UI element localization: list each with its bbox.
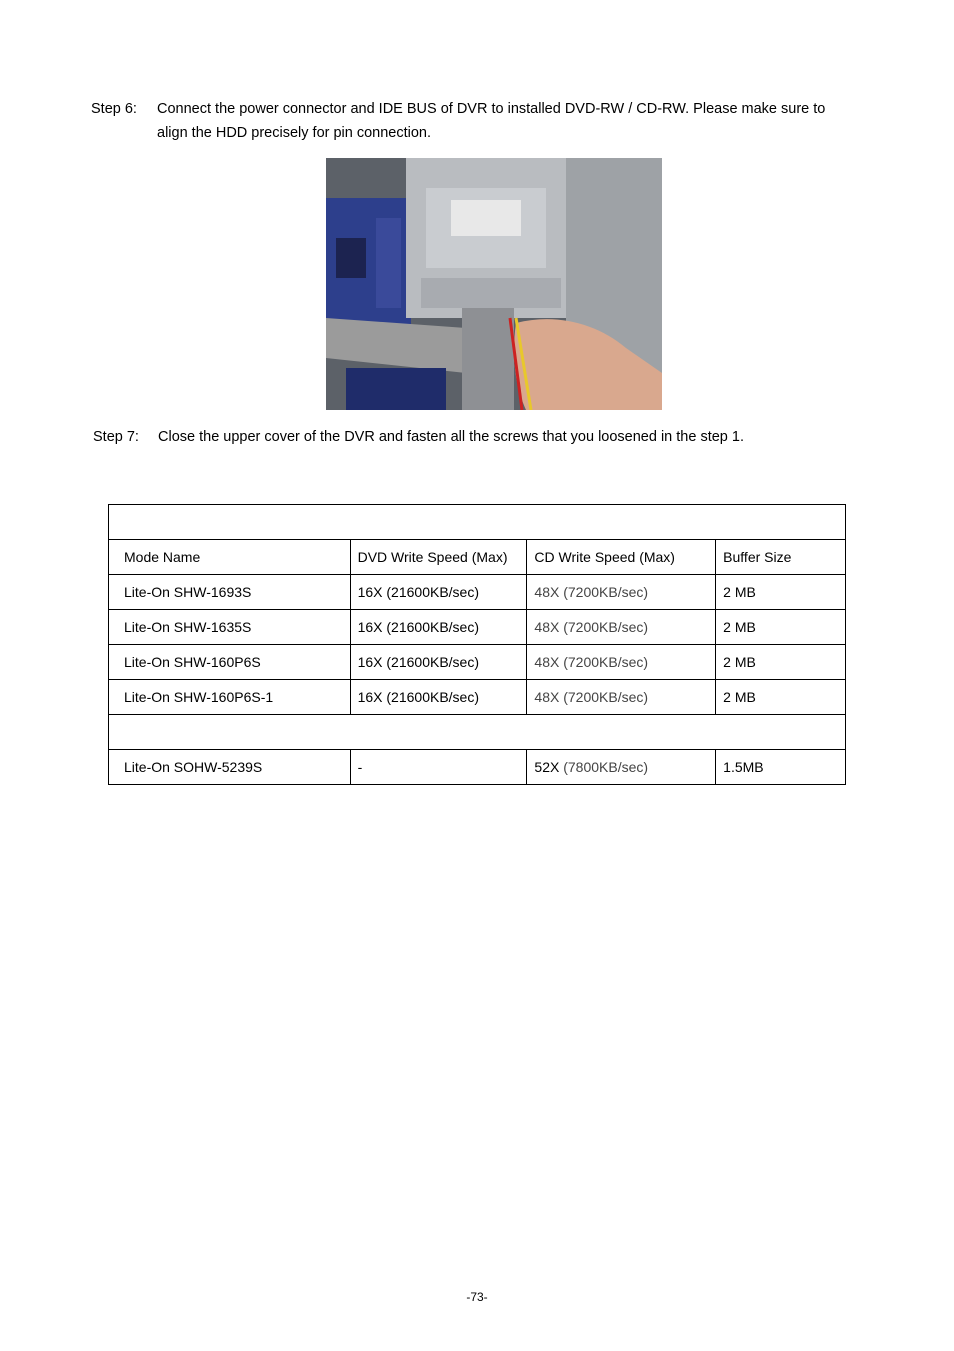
step-6-label: Step 6: xyxy=(91,101,137,117)
dvr-install-photo xyxy=(326,158,662,410)
step-7-paragraph xyxy=(93,427,744,447)
step-7-text: Close the upper cover of the DVR and fasten all the screws that you loosened in the step 1. xyxy=(158,429,744,445)
cd-speed-value: 52X xyxy=(534,759,560,775)
cd-speed-rate: (7800KB/sec) xyxy=(559,759,649,775)
table-subtitle-row xyxy=(109,715,846,750)
cell-cd-speed: 48X (7200KB/sec) xyxy=(527,575,716,610)
table-row xyxy=(109,610,846,645)
header-buffer-size: Buffer Size xyxy=(716,540,846,575)
cell-cd-speed: 48X (7200KB/sec) xyxy=(527,610,716,645)
header-cd-speed: CD Write Speed (Max) xyxy=(527,540,716,575)
cell-mode-name: Lite-On SOHW-5239S xyxy=(109,750,351,785)
cell-cd-speed xyxy=(527,750,716,785)
cell-mode-name: Lite-On SHW-1693S xyxy=(109,575,351,610)
step-7-label: Step 7: xyxy=(93,429,139,445)
cell-dvd-speed: 16X (21600KB/sec) xyxy=(350,680,527,715)
table-row xyxy=(109,575,846,610)
step-6-paragraph xyxy=(91,97,891,145)
table-row xyxy=(109,645,846,680)
dvd-rw-compatibility-table xyxy=(108,504,846,785)
dvr-install-illustration xyxy=(326,158,662,410)
cell-buffer-size: 1.5MB xyxy=(716,750,846,785)
cell-mode-name: Lite-On SHW-160P6S xyxy=(109,645,351,680)
step-6-text-line2: align the HDD precisely for pin connection. xyxy=(157,125,432,141)
cell-buffer-size: 2 MB xyxy=(716,680,846,715)
cell-mode-name: Lite-On SHW-1635S xyxy=(109,610,351,645)
cell-buffer-size: 2 MB xyxy=(716,610,846,645)
table-title-row xyxy=(109,505,846,540)
cell-dvd-speed: - xyxy=(350,750,527,785)
step-6-text-line1: Connect the power connector and IDE BUS of DVR to installed DVD-RW / CD-RW. Please make sure to xyxy=(157,101,826,117)
page-number: -73- xyxy=(466,1290,488,1304)
header-mode-name: Mode Name xyxy=(109,540,351,575)
table-row xyxy=(109,680,846,715)
table-header-row xyxy=(109,540,846,575)
header-dvd-speed: DVD Write Speed (Max) xyxy=(350,540,527,575)
cell-mode-name: Lite-On SHW-160P6S-1 xyxy=(109,680,351,715)
table-subtitle xyxy=(109,715,846,750)
table-row xyxy=(109,750,846,785)
cell-dvd-speed: 16X (21600KB/sec) xyxy=(350,645,527,680)
cell-dvd-speed: 16X (21600KB/sec) xyxy=(350,575,527,610)
table-title xyxy=(109,505,846,540)
cell-buffer-size: 2 MB xyxy=(716,645,846,680)
cell-dvd-speed: 16X (21600KB/sec) xyxy=(350,610,527,645)
cell-cd-speed: 48X (7200KB/sec) xyxy=(527,680,716,715)
cell-buffer-size: 2 MB xyxy=(716,575,846,610)
cell-cd-speed: 48X (7200KB/sec) xyxy=(527,645,716,680)
